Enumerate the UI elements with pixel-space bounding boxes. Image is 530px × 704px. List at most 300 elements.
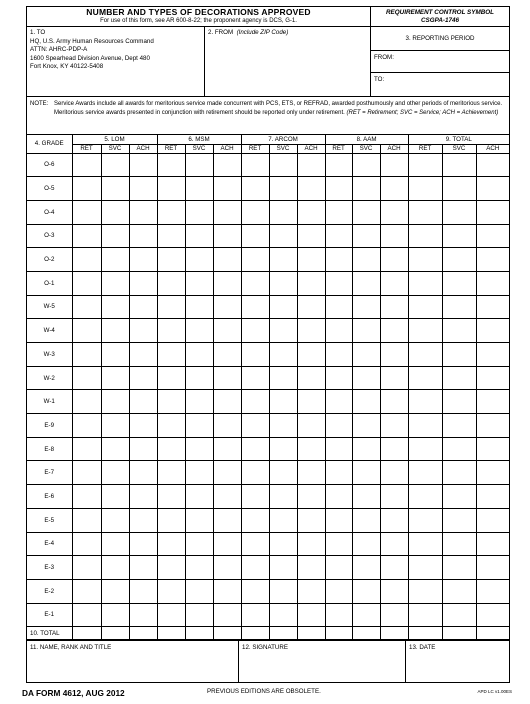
count-cell-arcom-svc[interactable] — [269, 366, 297, 390]
count-cell-lom-svc[interactable] — [101, 627, 129, 640]
count-cell-lom-svc[interactable] — [101, 461, 129, 485]
count-cell-total-ach[interactable] — [476, 556, 509, 580]
count-cell-lom-ret[interactable] — [72, 177, 101, 201]
count-cell-total-svc[interactable] — [442, 366, 476, 390]
count-cell-aam-svc[interactable] — [352, 224, 380, 248]
count-cell-aam-svc[interactable] — [352, 177, 380, 201]
count-cell-aam-ret[interactable] — [325, 319, 352, 343]
count-cell-msm-ret[interactable] — [157, 485, 185, 509]
count-cell-aam-ach[interactable] — [380, 319, 408, 343]
count-cell-arcom-ret[interactable] — [241, 319, 269, 343]
count-cell-lom-ret[interactable] — [72, 603, 101, 627]
count-cell-arcom-ach[interactable] — [297, 461, 325, 485]
count-cell-aam-svc[interactable] — [352, 414, 380, 438]
count-cell-arcom-ret[interactable] — [241, 200, 269, 224]
count-cell-arcom-svc[interactable] — [269, 627, 297, 640]
count-cell-msm-ret[interactable] — [157, 295, 185, 319]
count-cell-aam-svc[interactable] — [352, 603, 380, 627]
count-cell-lom-ret[interactable] — [72, 579, 101, 603]
count-cell-aam-svc[interactable] — [352, 437, 380, 461]
count-cell-total-ret[interactable] — [408, 603, 442, 627]
count-cell-aam-ret[interactable] — [325, 461, 352, 485]
count-cell-msm-svc[interactable] — [185, 556, 213, 580]
count-cell-lom-svc[interactable] — [101, 319, 129, 343]
count-cell-arcom-svc[interactable] — [269, 461, 297, 485]
count-cell-msm-svc[interactable] — [185, 248, 213, 272]
count-cell-msm-ret[interactable] — [157, 343, 185, 367]
count-cell-total-ret[interactable] — [408, 248, 442, 272]
count-cell-arcom-ach[interactable] — [297, 366, 325, 390]
count-cell-arcom-ret[interactable] — [241, 177, 269, 201]
count-cell-msm-ach[interactable] — [213, 153, 241, 177]
count-cell-lom-svc[interactable] — [101, 295, 129, 319]
count-cell-aam-ret[interactable] — [325, 414, 352, 438]
count-cell-total-ret[interactable] — [408, 200, 442, 224]
count-cell-arcom-ach[interactable] — [297, 508, 325, 532]
count-cell-msm-svc[interactable] — [185, 508, 213, 532]
count-cell-msm-svc[interactable] — [185, 461, 213, 485]
count-cell-total-ach[interactable] — [476, 295, 509, 319]
count-cell-arcom-ach[interactable] — [297, 343, 325, 367]
count-cell-total-svc[interactable] — [442, 532, 476, 556]
count-cell-total-ret[interactable] — [408, 532, 442, 556]
count-cell-msm-ret[interactable] — [157, 603, 185, 627]
count-cell-total-svc[interactable] — [442, 603, 476, 627]
count-cell-aam-ret[interactable] — [325, 532, 352, 556]
count-cell-total-svc[interactable] — [442, 200, 476, 224]
count-cell-arcom-ach[interactable] — [297, 271, 325, 295]
count-cell-lom-ach[interactable] — [129, 224, 157, 248]
count-cell-msm-svc[interactable] — [185, 295, 213, 319]
signature-field[interactable] — [239, 641, 406, 682]
count-cell-aam-ret[interactable] — [325, 271, 352, 295]
count-cell-aam-ach[interactable] — [380, 532, 408, 556]
count-cell-total-ret[interactable] — [408, 556, 442, 580]
count-cell-lom-ret[interactable] — [72, 366, 101, 390]
count-cell-arcom-svc[interactable] — [269, 437, 297, 461]
count-cell-aam-ach[interactable] — [380, 271, 408, 295]
count-cell-arcom-ach[interactable] — [297, 153, 325, 177]
count-cell-arcom-ret[interactable] — [241, 603, 269, 627]
count-cell-msm-ret[interactable] — [157, 532, 185, 556]
count-cell-total-ret[interactable] — [408, 485, 442, 509]
count-cell-arcom-svc[interactable] — [269, 532, 297, 556]
count-cell-arcom-ret[interactable] — [241, 627, 269, 640]
count-cell-lom-ach[interactable] — [129, 343, 157, 367]
count-cell-arcom-svc[interactable] — [269, 200, 297, 224]
count-cell-msm-ach[interactable] — [213, 295, 241, 319]
count-cell-arcom-svc[interactable] — [269, 319, 297, 343]
count-cell-aam-ret[interactable] — [325, 343, 352, 367]
count-cell-aam-svc[interactable] — [352, 271, 380, 295]
count-cell-lom-svc[interactable] — [101, 248, 129, 272]
count-cell-aam-ach[interactable] — [380, 224, 408, 248]
count-cell-arcom-svc[interactable] — [269, 295, 297, 319]
count-cell-total-svc[interactable] — [442, 295, 476, 319]
count-cell-arcom-svc[interactable] — [269, 579, 297, 603]
count-cell-aam-svc[interactable] — [352, 508, 380, 532]
count-cell-lom-ret[interactable] — [72, 556, 101, 580]
count-cell-msm-svc[interactable] — [185, 271, 213, 295]
count-cell-msm-ach[interactable] — [213, 485, 241, 509]
count-cell-msm-ach[interactable] — [213, 390, 241, 414]
count-cell-aam-ach[interactable] — [380, 200, 408, 224]
count-cell-msm-ach[interactable] — [213, 603, 241, 627]
count-cell-msm-ach[interactable] — [213, 248, 241, 272]
count-cell-total-ret[interactable] — [408, 319, 442, 343]
count-cell-lom-ret[interactable] — [72, 508, 101, 532]
count-cell-arcom-ach[interactable] — [297, 556, 325, 580]
count-cell-msm-svc[interactable] — [185, 319, 213, 343]
count-cell-arcom-ach[interactable] — [297, 319, 325, 343]
count-cell-total-svc[interactable] — [442, 556, 476, 580]
count-cell-aam-ach[interactable] — [380, 153, 408, 177]
count-cell-arcom-ret[interactable] — [241, 390, 269, 414]
count-cell-lom-svc[interactable] — [101, 177, 129, 201]
count-cell-lom-ret[interactable] — [72, 224, 101, 248]
count-cell-lom-svc[interactable] — [101, 390, 129, 414]
count-cell-lom-ach[interactable] — [129, 248, 157, 272]
count-cell-lom-ret[interactable] — [72, 437, 101, 461]
count-cell-lom-ret[interactable] — [72, 485, 101, 509]
count-cell-total-ach[interactable] — [476, 153, 509, 177]
count-cell-total-ach[interactable] — [476, 390, 509, 414]
count-cell-aam-svc[interactable] — [352, 153, 380, 177]
count-cell-total-ach[interactable] — [476, 343, 509, 367]
name-rank-title-field[interactable] — [27, 641, 239, 682]
count-cell-total-ach[interactable] — [476, 437, 509, 461]
count-cell-lom-ret[interactable] — [72, 271, 101, 295]
count-cell-aam-ach[interactable] — [380, 556, 408, 580]
count-cell-total-ach[interactable] — [476, 461, 509, 485]
count-cell-arcom-ach[interactable] — [297, 248, 325, 272]
count-cell-aam-ach[interactable] — [380, 390, 408, 414]
count-cell-msm-ach[interactable] — [213, 532, 241, 556]
count-cell-arcom-svc[interactable] — [269, 508, 297, 532]
count-cell-total-ret[interactable] — [408, 579, 442, 603]
count-cell-total-svc[interactable] — [442, 390, 476, 414]
count-cell-msm-ach[interactable] — [213, 343, 241, 367]
count-cell-total-svc[interactable] — [442, 319, 476, 343]
count-cell-arcom-ret[interactable] — [241, 556, 269, 580]
count-cell-aam-ret[interactable] — [325, 627, 352, 640]
count-cell-aam-svc[interactable] — [352, 319, 380, 343]
count-cell-msm-ret[interactable] — [157, 579, 185, 603]
count-cell-arcom-svc[interactable] — [269, 271, 297, 295]
count-cell-aam-svc[interactable] — [352, 295, 380, 319]
count-cell-aam-ach[interactable] — [380, 295, 408, 319]
count-cell-total-ret[interactable] — [408, 153, 442, 177]
count-cell-arcom-ret[interactable] — [241, 485, 269, 509]
count-cell-msm-ret[interactable] — [157, 153, 185, 177]
period-to-field[interactable] — [371, 73, 509, 96]
count-cell-total-ret[interactable] — [408, 437, 442, 461]
count-cell-msm-ret[interactable] — [157, 366, 185, 390]
count-cell-lom-svc[interactable] — [101, 579, 129, 603]
count-cell-lom-svc[interactable] — [101, 200, 129, 224]
count-cell-total-svc[interactable] — [442, 461, 476, 485]
count-cell-arcom-ret[interactable] — [241, 579, 269, 603]
count-cell-lom-svc[interactable] — [101, 603, 129, 627]
count-cell-total-ach[interactable] — [476, 224, 509, 248]
count-cell-total-ach[interactable] — [476, 508, 509, 532]
count-cell-lom-svc[interactable] — [101, 414, 129, 438]
date-field[interactable] — [406, 641, 509, 682]
count-cell-arcom-ach[interactable] — [297, 532, 325, 556]
count-cell-arcom-ret[interactable] — [241, 224, 269, 248]
count-cell-arcom-ret[interactable] — [241, 508, 269, 532]
count-cell-lom-ach[interactable] — [129, 414, 157, 438]
count-cell-msm-svc[interactable] — [185, 366, 213, 390]
count-cell-total-ach[interactable] — [476, 485, 509, 509]
period-from-field[interactable] — [371, 51, 509, 73]
count-cell-total-ach[interactable] — [476, 366, 509, 390]
count-cell-aam-svc[interactable] — [352, 627, 380, 640]
count-cell-arcom-ret[interactable] — [241, 532, 269, 556]
count-cell-arcom-ach[interactable] — [297, 485, 325, 509]
count-cell-lom-svc[interactable] — [101, 532, 129, 556]
count-cell-arcom-ret[interactable] — [241, 271, 269, 295]
count-cell-arcom-svc[interactable] — [269, 224, 297, 248]
count-cell-msm-ach[interactable] — [213, 200, 241, 224]
count-cell-aam-ach[interactable] — [380, 437, 408, 461]
count-cell-aam-svc[interactable] — [352, 200, 380, 224]
count-cell-lom-ach[interactable] — [129, 177, 157, 201]
count-cell-msm-svc[interactable] — [185, 343, 213, 367]
count-cell-aam-svc[interactable] — [352, 390, 380, 414]
count-cell-total-ret[interactable] — [408, 271, 442, 295]
count-cell-total-ret[interactable] — [408, 224, 442, 248]
count-cell-msm-svc[interactable] — [185, 414, 213, 438]
count-cell-total-ach[interactable] — [476, 414, 509, 438]
count-cell-arcom-svc[interactable] — [269, 343, 297, 367]
count-cell-aam-ret[interactable] — [325, 437, 352, 461]
count-cell-msm-ret[interactable] — [157, 271, 185, 295]
count-cell-lom-ach[interactable] — [129, 390, 157, 414]
count-cell-msm-svc[interactable] — [185, 200, 213, 224]
count-cell-msm-ach[interactable] — [213, 437, 241, 461]
count-cell-msm-svc[interactable] — [185, 153, 213, 177]
count-cell-aam-svc[interactable] — [352, 485, 380, 509]
count-cell-lom-ach[interactable] — [129, 461, 157, 485]
count-cell-total-ret[interactable] — [408, 508, 442, 532]
count-cell-arcom-ret[interactable] — [241, 153, 269, 177]
count-cell-msm-svc[interactable] — [185, 485, 213, 509]
count-cell-aam-ret[interactable] — [325, 295, 352, 319]
count-cell-msm-ach[interactable] — [213, 414, 241, 438]
count-cell-total-svc[interactable] — [442, 437, 476, 461]
count-cell-aam-ach[interactable] — [380, 343, 408, 367]
count-cell-lom-ret[interactable] — [72, 200, 101, 224]
count-cell-aam-ret[interactable] — [325, 200, 352, 224]
count-cell-arcom-ach[interactable] — [297, 627, 325, 640]
count-cell-total-ret[interactable] — [408, 343, 442, 367]
count-cell-msm-ret[interactable] — [157, 200, 185, 224]
count-cell-msm-ret[interactable] — [157, 461, 185, 485]
count-cell-arcom-svc[interactable] — [269, 556, 297, 580]
count-cell-msm-ret[interactable] — [157, 414, 185, 438]
count-cell-msm-ret[interactable] — [157, 508, 185, 532]
count-cell-total-svc[interactable] — [442, 153, 476, 177]
count-cell-lom-ret[interactable] — [72, 153, 101, 177]
count-cell-total-ach[interactable] — [476, 579, 509, 603]
count-cell-total-svc[interactable] — [442, 579, 476, 603]
count-cell-aam-ach[interactable] — [380, 248, 408, 272]
count-cell-arcom-svc[interactable] — [269, 485, 297, 509]
count-cell-msm-ach[interactable] — [213, 508, 241, 532]
count-cell-aam-svc[interactable] — [352, 461, 380, 485]
count-cell-aam-ach[interactable] — [380, 508, 408, 532]
count-cell-aam-ach[interactable] — [380, 627, 408, 640]
count-cell-aam-svc[interactable] — [352, 366, 380, 390]
count-cell-arcom-ret[interactable] — [241, 248, 269, 272]
count-cell-total-svc[interactable] — [442, 627, 476, 640]
count-cell-total-ach[interactable] — [476, 532, 509, 556]
count-cell-lom-ach[interactable] — [129, 437, 157, 461]
count-cell-aam-svc[interactable] — [352, 343, 380, 367]
count-cell-arcom-svc[interactable] — [269, 414, 297, 438]
count-cell-arcom-svc[interactable] — [269, 390, 297, 414]
count-cell-lom-ret[interactable] — [72, 414, 101, 438]
count-cell-lom-svc[interactable] — [101, 153, 129, 177]
count-cell-msm-ach[interactable] — [213, 556, 241, 580]
count-cell-lom-ach[interactable] — [129, 603, 157, 627]
count-cell-lom-ach[interactable] — [129, 556, 157, 580]
count-cell-lom-ret[interactable] — [72, 532, 101, 556]
count-cell-total-svc[interactable] — [442, 508, 476, 532]
count-cell-lom-svc[interactable] — [101, 485, 129, 509]
count-cell-msm-ret[interactable] — [157, 627, 185, 640]
count-cell-aam-ach[interactable] — [380, 603, 408, 627]
count-cell-msm-ach[interactable] — [213, 461, 241, 485]
count-cell-lom-ach[interactable] — [129, 532, 157, 556]
count-cell-aam-ret[interactable] — [325, 603, 352, 627]
count-cell-aam-ret[interactable] — [325, 177, 352, 201]
count-cell-aam-ret[interactable] — [325, 485, 352, 509]
count-cell-lom-ach[interactable] — [129, 366, 157, 390]
count-cell-aam-ret[interactable] — [325, 153, 352, 177]
count-cell-aam-ach[interactable] — [380, 461, 408, 485]
count-cell-aam-ret[interactable] — [325, 224, 352, 248]
count-cell-msm-ret[interactable] — [157, 556, 185, 580]
count-cell-aam-svc[interactable] — [352, 556, 380, 580]
count-cell-arcom-ach[interactable] — [297, 579, 325, 603]
count-cell-msm-ret[interactable] — [157, 248, 185, 272]
count-cell-lom-ret[interactable] — [72, 461, 101, 485]
count-cell-aam-ret[interactable] — [325, 366, 352, 390]
count-cell-msm-svc[interactable] — [185, 579, 213, 603]
count-cell-lom-ret[interactable] — [72, 319, 101, 343]
count-cell-arcom-ret[interactable] — [241, 295, 269, 319]
count-cell-aam-ret[interactable] — [325, 248, 352, 272]
count-cell-arcom-svc[interactable] — [269, 153, 297, 177]
count-cell-msm-svc[interactable] — [185, 390, 213, 414]
count-cell-aam-ret[interactable] — [325, 390, 352, 414]
count-cell-lom-ach[interactable] — [129, 508, 157, 532]
count-cell-msm-ret[interactable] — [157, 390, 185, 414]
count-cell-arcom-ach[interactable] — [297, 177, 325, 201]
count-cell-lom-ach[interactable] — [129, 627, 157, 640]
count-cell-aam-svc[interactable] — [352, 532, 380, 556]
count-cell-total-svc[interactable] — [442, 414, 476, 438]
count-cell-msm-ret[interactable] — [157, 177, 185, 201]
count-cell-lom-ret[interactable] — [72, 343, 101, 367]
count-cell-arcom-ach[interactable] — [297, 603, 325, 627]
count-cell-msm-ret[interactable] — [157, 224, 185, 248]
from-field[interactable] — [205, 27, 371, 96]
count-cell-total-svc[interactable] — [442, 177, 476, 201]
count-cell-arcom-svc[interactable] — [269, 603, 297, 627]
count-cell-msm-ach[interactable] — [213, 319, 241, 343]
count-cell-msm-ach[interactable] — [213, 177, 241, 201]
count-cell-aam-ach[interactable] — [380, 177, 408, 201]
count-cell-lom-ret[interactable] — [72, 295, 101, 319]
count-cell-total-ret[interactable] — [408, 461, 442, 485]
count-cell-lom-ret[interactable] — [72, 627, 101, 640]
count-cell-msm-svc[interactable] — [185, 177, 213, 201]
count-cell-lom-ret[interactable] — [72, 390, 101, 414]
count-cell-lom-svc[interactable] — [101, 271, 129, 295]
count-cell-total-ach[interactable] — [476, 200, 509, 224]
count-cell-aam-svc[interactable] — [352, 579, 380, 603]
count-cell-total-svc[interactable] — [442, 271, 476, 295]
count-cell-lom-svc[interactable] — [101, 343, 129, 367]
count-cell-aam-ret[interactable] — [325, 579, 352, 603]
count-cell-aam-ach[interactable] — [380, 485, 408, 509]
count-cell-msm-svc[interactable] — [185, 603, 213, 627]
count-cell-msm-ret[interactable] — [157, 437, 185, 461]
count-cell-aam-ach[interactable] — [380, 414, 408, 438]
count-cell-lom-ach[interactable] — [129, 271, 157, 295]
count-cell-arcom-ach[interactable] — [297, 390, 325, 414]
count-cell-aam-ach[interactable] — [380, 579, 408, 603]
count-cell-aam-ret[interactable] — [325, 556, 352, 580]
count-cell-arcom-ach[interactable] — [297, 437, 325, 461]
count-cell-arcom-ach[interactable] — [297, 224, 325, 248]
count-cell-aam-ach[interactable] — [380, 366, 408, 390]
count-cell-arcom-ret[interactable] — [241, 437, 269, 461]
count-cell-total-svc[interactable] — [442, 485, 476, 509]
count-cell-total-ach[interactable] — [476, 603, 509, 627]
count-cell-lom-ach[interactable] — [129, 319, 157, 343]
count-cell-total-ret[interactable] — [408, 366, 442, 390]
count-cell-total-svc[interactable] — [442, 343, 476, 367]
count-cell-lom-ach[interactable] — [129, 200, 157, 224]
count-cell-msm-ach[interactable] — [213, 579, 241, 603]
count-cell-total-ach[interactable] — [476, 271, 509, 295]
count-cell-total-ach[interactable] — [476, 177, 509, 201]
count-cell-total-ach[interactable] — [476, 627, 509, 640]
count-cell-arcom-svc[interactable] — [269, 248, 297, 272]
count-cell-lom-ach[interactable] — [129, 485, 157, 509]
count-cell-arcom-ret[interactable] — [241, 461, 269, 485]
count-cell-total-ach[interactable] — [476, 319, 509, 343]
count-cell-lom-svc[interactable] — [101, 224, 129, 248]
count-cell-arcom-ach[interactable] — [297, 200, 325, 224]
count-cell-total-svc[interactable] — [442, 224, 476, 248]
count-cell-arcom-ach[interactable] — [297, 414, 325, 438]
count-cell-total-svc[interactable] — [442, 248, 476, 272]
count-cell-arcom-ret[interactable] — [241, 414, 269, 438]
count-cell-msm-ach[interactable] — [213, 627, 241, 640]
count-cell-total-ach[interactable] — [476, 248, 509, 272]
count-cell-arcom-ret[interactable] — [241, 366, 269, 390]
count-cell-lom-ach[interactable] — [129, 579, 157, 603]
count-cell-msm-svc[interactable] — [185, 224, 213, 248]
count-cell-lom-svc[interactable] — [101, 366, 129, 390]
count-cell-msm-ach[interactable] — [213, 271, 241, 295]
count-cell-total-ret[interactable] — [408, 177, 442, 201]
